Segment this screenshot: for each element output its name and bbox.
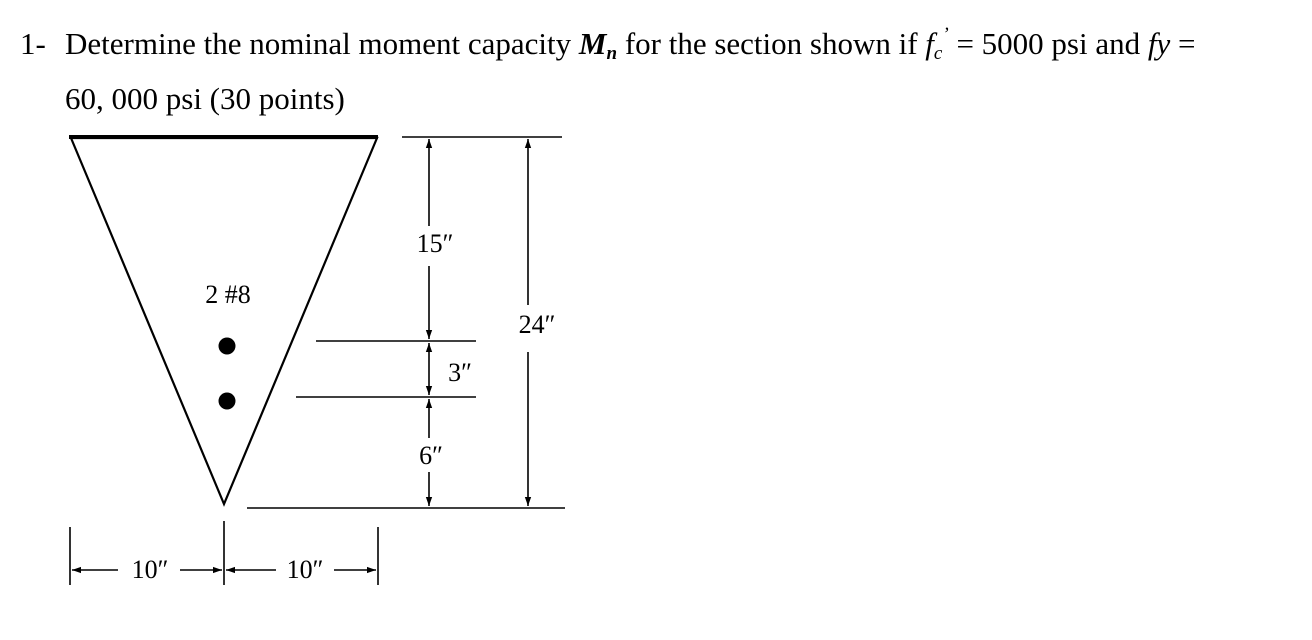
rebar-top <box>219 338 236 355</box>
problem-line-2: 60, 000 psi (30 points) <box>65 81 345 116</box>
fy-symbol: fy <box>1147 26 1171 61</box>
width-left-label: 10″ <box>131 555 169 584</box>
dim-15-label: 15″ <box>416 229 454 258</box>
moment-symbol: $M_n$ <box>578 26 618 64</box>
fy-equals: = <box>1170 26 1196 61</box>
dim-3-label: 3″ <box>448 358 472 387</box>
dim-6-label: 6″ <box>419 441 443 470</box>
problem-number: 1- <box>20 26 46 61</box>
rebar-bottom <box>219 393 236 410</box>
problem-text-before: Determine the nominal moment capacity <box>65 26 579 61</box>
triangular-section <box>71 138 377 504</box>
dim-24-label: 24″ <box>518 310 556 339</box>
fc-symbol: $f_c^’$ <box>925 24 949 64</box>
rebar-label: 2 #8 <box>205 280 251 309</box>
width-right-label: 10″ <box>286 555 324 584</box>
problem-text-mid: for the section shown if <box>617 26 926 61</box>
fc-value-text: = 5000 psi and <box>948 26 1148 61</box>
